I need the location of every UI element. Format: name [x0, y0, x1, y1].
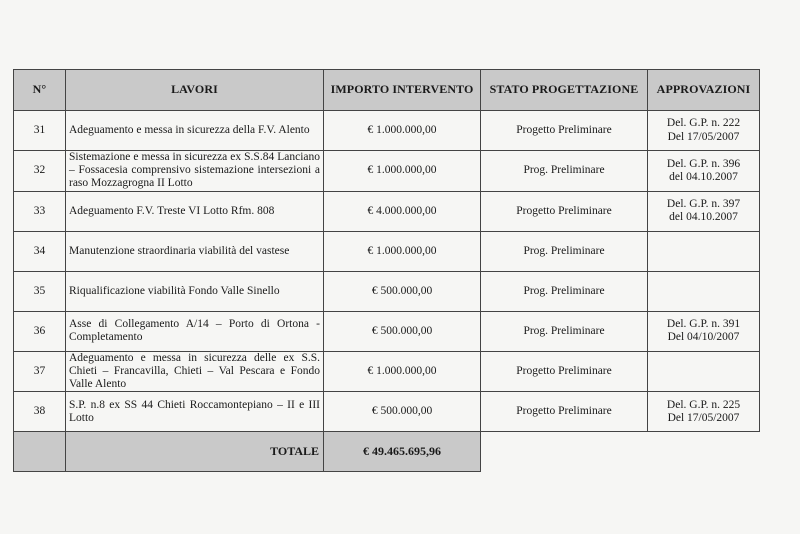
- approval-line-2: del 04.10.2007: [669, 170, 738, 183]
- row-approvazioni: [648, 392, 760, 432]
- total-row: [14, 432, 760, 472]
- row-approvazioni: [648, 351, 760, 392]
- approval-line-2: Del 17/05/2007: [667, 411, 740, 424]
- table-row: [14, 271, 760, 311]
- row-importo: € 500.000,00: [324, 311, 481, 351]
- approval-line-1: Del. G.P. n. 396: [666, 157, 741, 170]
- header-num: N°: [14, 70, 66, 111]
- row-num: 35: [14, 271, 66, 311]
- row-approvazioni: [648, 151, 760, 192]
- table-header-row: [14, 70, 760, 111]
- total-spacer-cell: [14, 432, 66, 472]
- row-lavori: Adeguamento e messa in sicurezza della F.V. Alento: [66, 111, 324, 151]
- approval-line-2: Del 04/10/2007: [667, 331, 740, 344]
- row-num: 37: [14, 351, 66, 392]
- row-importo: € 500.000,00: [324, 392, 481, 432]
- row-stato: Prog. Preliminare: [481, 151, 648, 192]
- row-importo: € 4.000.000,00: [324, 191, 481, 231]
- row-importo: € 1.000.000,00: [324, 351, 481, 392]
- row-approvazioni: [648, 191, 760, 231]
- row-num: 31: [14, 111, 66, 151]
- table-row: [14, 191, 760, 231]
- row-lavori: Sistemazione e messa in sicurezza ex S.S.84 Lanciano – Fossacesia comprensivo sistemazione intersezioni a raso Mozzagrogna II Lotto: [66, 151, 324, 192]
- header-stato: STATO PROGETTAZIONE: [481, 70, 648, 111]
- row-stato: Prog. Preliminare: [481, 271, 648, 311]
- approval-line-2: Del 17/05/2007: [667, 130, 740, 143]
- approval-line-1: Del. G.P. n. 225: [666, 398, 741, 411]
- row-lavori: Manutenzione straordinaria viabilità del vastese: [66, 231, 324, 271]
- row-stato: Progetto Preliminare: [481, 392, 648, 432]
- header-lavori: LAVORI: [66, 70, 324, 111]
- table-row: [14, 351, 760, 392]
- row-num: 34: [14, 231, 66, 271]
- row-importo: € 1.000.000,00: [324, 151, 481, 192]
- row-num: 36: [14, 311, 66, 351]
- row-approvazioni: [648, 111, 760, 151]
- approval-line-1: Del. G.P. n. 222: [666, 117, 741, 130]
- approval-line-2: del 04.10.2007: [669, 211, 738, 224]
- row-approvazioni: [648, 271, 760, 311]
- row-stato: Prog. Preliminare: [481, 231, 648, 271]
- total-value: € 49.465.695,96: [324, 432, 481, 472]
- total-empty-cell: [481, 432, 648, 472]
- works-table: [13, 69, 760, 472]
- row-num: 38: [14, 392, 66, 432]
- approval-line-1: Del. G.P. n. 391: [666, 317, 741, 330]
- row-num: 32: [14, 151, 66, 192]
- header-importo: IMPORTO INTERVENTO: [324, 70, 481, 111]
- total-empty-cell: [648, 432, 760, 472]
- row-lavori: Adeguamento e messa in sicurezza delle ex S.S. Chieti – Francavilla, Chieti – Val Pescara e Fondo Valle Alento: [66, 351, 324, 392]
- row-stato: Progetto Preliminare: [481, 111, 648, 151]
- table-row: [14, 151, 760, 192]
- table-row: [14, 392, 760, 432]
- row-stato: Prog. Preliminare: [481, 311, 648, 351]
- row-importo: € 1.000.000,00: [324, 111, 481, 151]
- row-importo: € 1.000.000,00: [324, 231, 481, 271]
- row-stato: Progetto Preliminare: [481, 191, 648, 231]
- row-approvazioni: [648, 231, 760, 271]
- row-num: 33: [14, 191, 66, 231]
- approval-line-1: Del. G.P. n. 397: [666, 197, 741, 210]
- row-approvazioni: [648, 311, 760, 351]
- row-lavori: Asse di Collegamento A/14 – Porto di Ortona - Completamento: [66, 311, 324, 351]
- row-stato: Progetto Preliminare: [481, 351, 648, 392]
- row-lavori: S.P. n.8 ex SS 44 Chieti Roccamontepiano – II e III Lotto: [66, 392, 324, 432]
- row-lavori: Riqualificazione viabilità Fondo Valle Sinello: [66, 271, 324, 311]
- total-label: TOTALE: [66, 432, 324, 472]
- header-approvazioni: APPROVAZIONI: [648, 70, 760, 111]
- row-importo: € 500.000,00: [324, 271, 481, 311]
- table-row: [14, 111, 760, 151]
- table-row: [14, 231, 760, 271]
- table-row: [14, 311, 760, 351]
- row-lavori: Adeguamento F.V. Treste VI Lotto Rfm. 808: [66, 191, 324, 231]
